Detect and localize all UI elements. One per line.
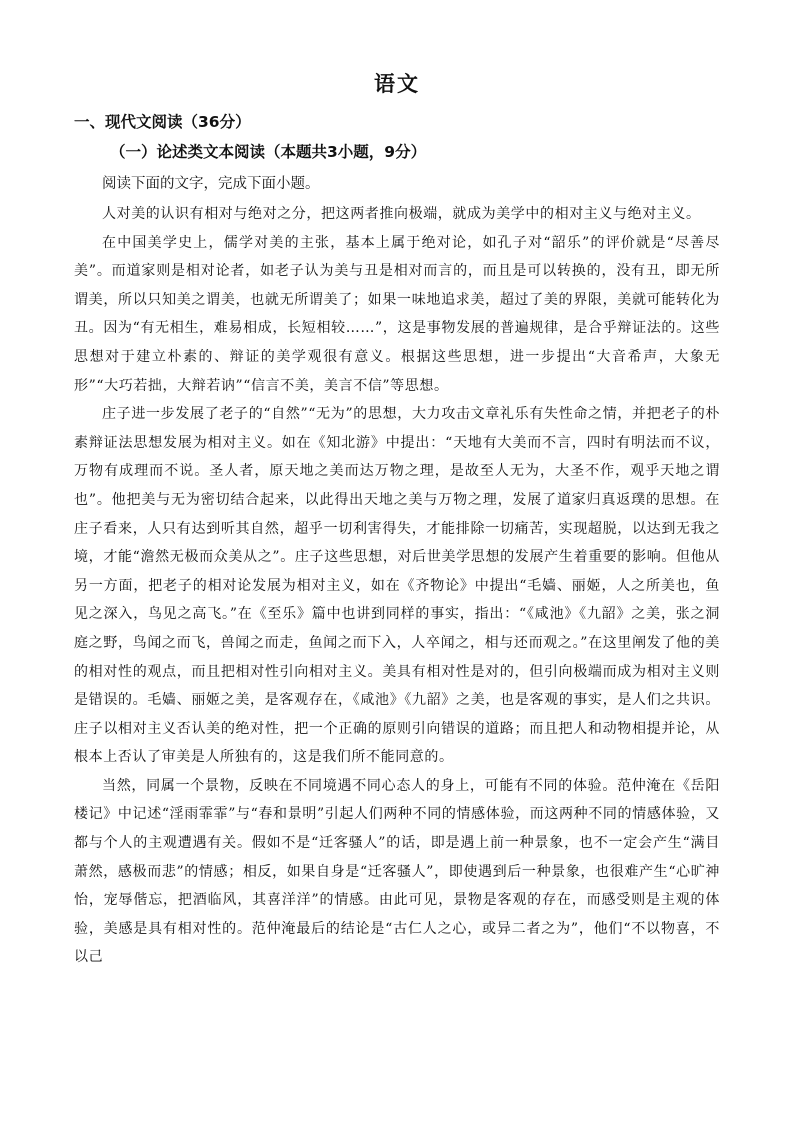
subsection-heading: （一）论述类文本阅读（本题共3小题，9分） <box>110 143 427 161</box>
passage-body <box>74 200 720 972</box>
reading-instruction: 阅读下面的文字，完成下面小题。 <box>102 176 320 192</box>
document-title: 语文 <box>374 72 420 96</box>
passage-paragraph-2: 在中国美学史上，儒学对美的主张，基本上属于绝对论，如孔子对“韶乐”的评价就是“尽善尽美”。而道家则是相对论者，如老子认为美与丑是相对而言的，而且是可以转换的，没有丑，即无所谓美，所以只知美之谓美，也就无所谓美了；如果一味地追求美，超过了美的界限，美就可能转化为丑。因为“有无相生，难易相成，长短相较……”，这是事物发展的普遍规律，是合乎辩证法的。这些思想对于建立朴素的、辩证的美学观很有意义。根据这些思想，进一步提出“大音希声，大象无形”“大巧若拙，大辩若讷”“信言不美，美言不信”等思想。 <box>74 234 720 394</box>
passage-paragraph-3: 庄子进一步发展了老子的“自然”“无为”的思想，大力攻击文章礼乐有失性命之情，并把老子的朴素辩证法思想发展为相对主义。如在《知北游》中提出：“天地有大美而不言，四时有明法而不议，万物有成理而不说。圣人者，原天地之美而达万物之理，是故至人无为，大圣不作，观乎天地之谓也”。他把美与无为密切结合起来，以此得出天地之美与万物之理，发展了道家归真返璞的思想。在庄子看来，人只有达到听其自然，超乎一切利害得失，才能排除一切痛苦，实现超脱，以达到无我之境，才能“澹然无极而众美从之”。庄子这些思想，对后世美学思想的发展产生着重要的影响。但他从另一方面，把老子的相对论发展为相对主义，如在《齐物论》中提出“毛嫱、丽姬，人之所美也，鱼见之深入，鸟见之高飞。”在《至乐》篇中也讲到同样的事实，指出：“《咸池》《九韶》之美，张之洞庭之野，鸟闻之而飞，兽闻之而走，鱼闻之而下入，人卒闻之，相与还而观之。”在这里阐发了他的美的相对性的观点，而且把相对性引向相对主义。美具有相对性是对的，但引向极端而成为相对主义则是错误的。毛嫱、丽姬之美，是客观存在，《咸池》《九韶》之美，也是客观的事实，是人们之共识。庄子以相对主义否认美的绝对性，把一个正确的原则引向错误的道路；而且把人和动物相提并论，从根本上否认了审美是人所独有的，这是我们所不能同意的。 <box>74 406 720 766</box>
passage-paragraph-4: 当然，同属一个景物，反映在不同境遇不同心态人的身上，可能有不同的体验。范仲淹在《岳阳楼记》中记述“淫雨霏霏”与“春和景明”引起人们两种不同的情感体验，而这两种不同的情感体验，又都与个人的主观遭遇有关。假如不是“迁客骚人”的话，即是遇上前一种景象，也不一定会产生“满目萧然，感极而悲”的情感；相反，如果自身是“迁客骚人”，即使遇到后一种景象，也很难产生“心旷神怡，宠辱偕忘，把酒临风，其喜洋洋”的情感。由此可见，景物是客观的存在，而感受则是主观的体验，美感是具有相对性的。范仲淹最后的结论是“古仁人之心，或异二者之为”，他们“不以物喜，不以己 <box>74 777 720 966</box>
passage-paragraph-1: 人对美的认识有相对与绝对之分，把这两者推向极端，就成为美学中的相对主义与绝对主义。 <box>102 206 701 222</box>
section-heading: 一、现代文阅读（36分） <box>74 113 251 131</box>
